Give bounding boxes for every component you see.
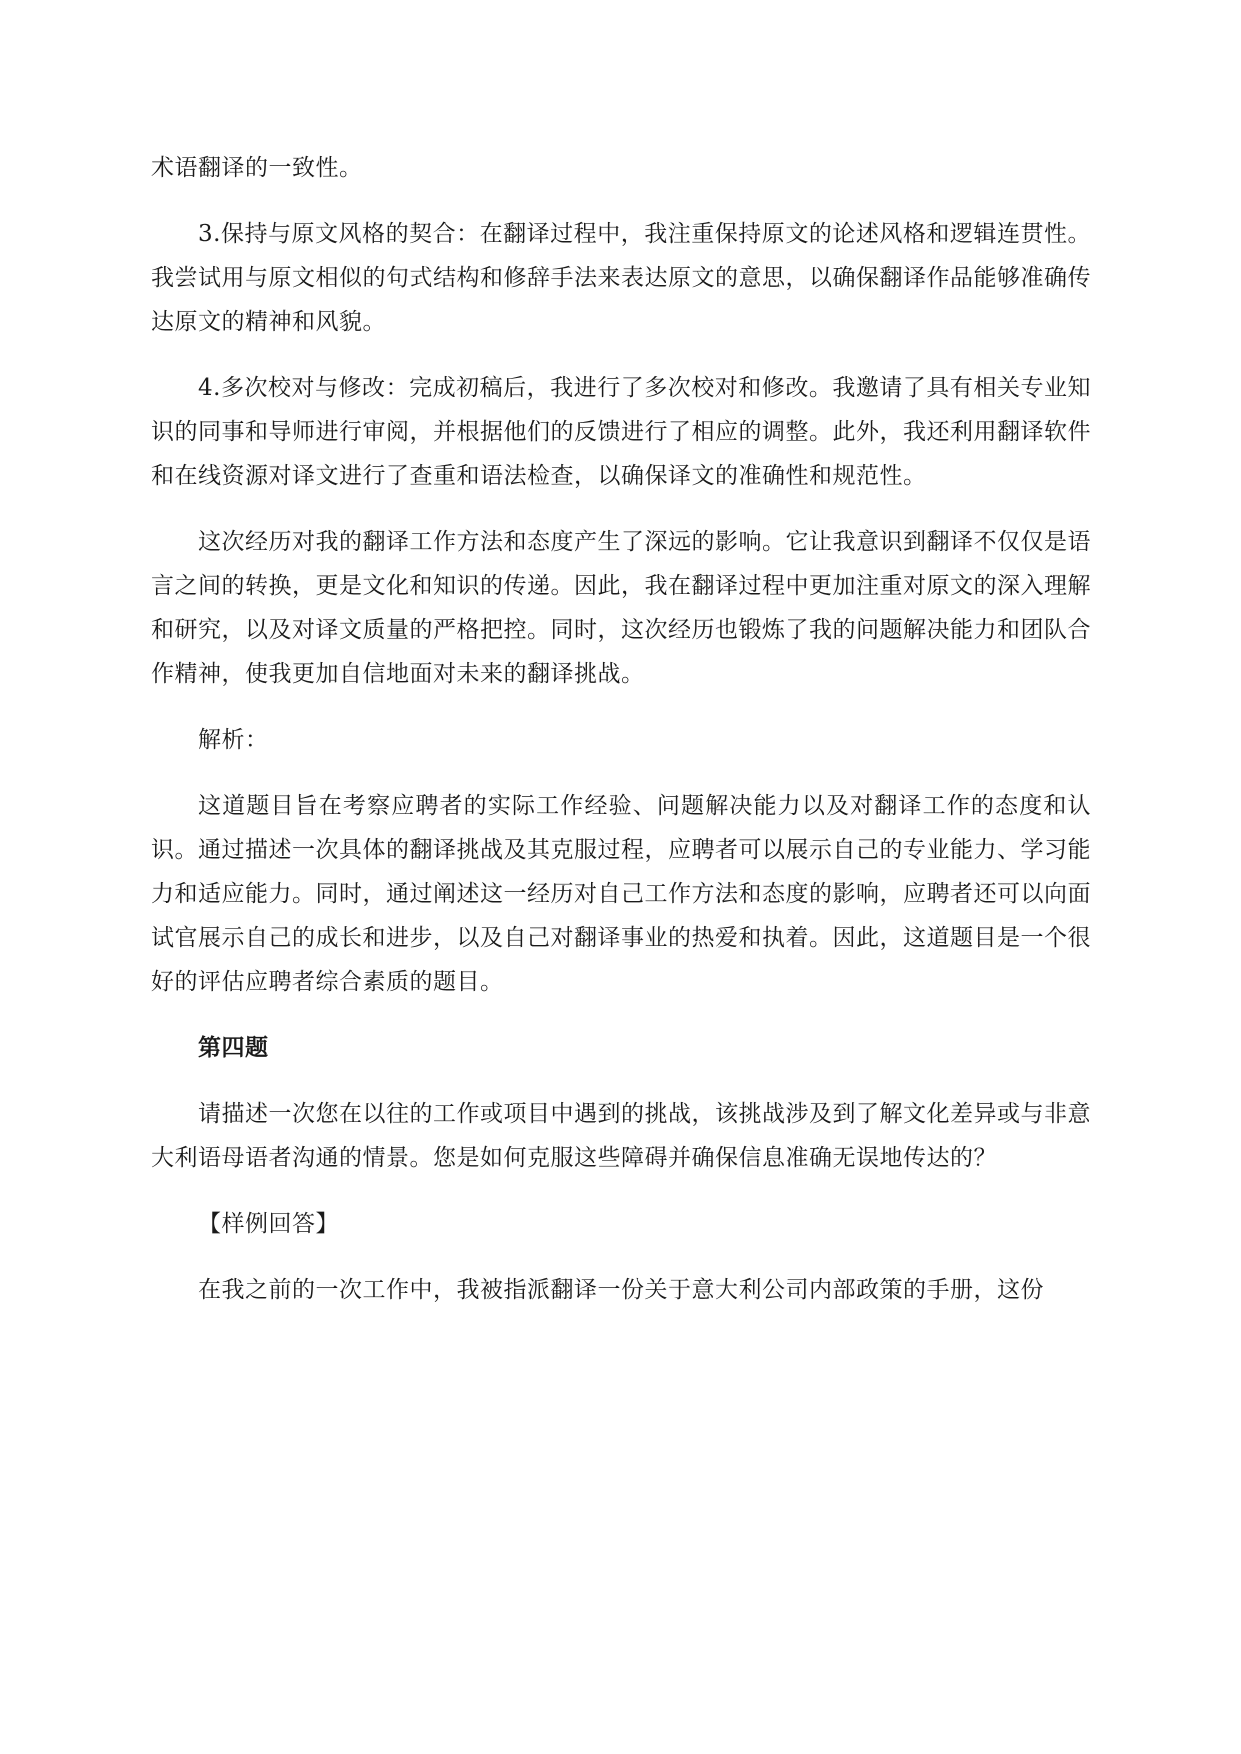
paragraph-point-4: 4.多次校对与修改：完成初稿后，我进行了多次校对和修改。我邀请了具有相关专业知识的同事和导师进行审阅，并根据他们的反馈进行了相应的调整。此外，我还利用翻译软件和在线资源对译文进行了查重和语法检查，以确保译文的准确性和规范性。 (151, 375, 1091, 489)
paragraph-continuation: 术语翻译的一致性。 (151, 155, 363, 181)
paragraph-question: 请描述一次您在以往的工作或项目中遇到的挑战，该挑战涉及到了解文化差异或与非意大利语母语者沟通的情景。您是如何克服这些障碍并确保信息准确无误地传达的？ (151, 1101, 1091, 1171)
question-heading: 第四题 (198, 1034, 269, 1061)
document-body (151, 146, 1091, 1334)
paragraph-analysis: 这道题目旨在考察应聘者的实际工作经验、问题解决能力以及对翻译工作的态度和认识。通过描述一次具体的翻译挑战及其克服过程，应聘者可以展示自己的专业能力、学习能力和适应能力。同时，通过阐述这一经历对自己工作方法和态度的影响，应聘者还可以向面试官展示自己的成长和进步，以及自己对翻译事业的热爱和执着。因此，这道题目是一个很好的评估应聘者综合素质的题目。 (151, 793, 1091, 995)
paragraph-sample-answer: 在我之前的一次工作中，我被指派翻译一份关于意大利公司内部政策的手册，这份 (198, 1277, 1044, 1303)
paragraph-point-3: 3.保持与原文风格的契合：在翻译过程中，我注重保持原文的论述风格和逻辑连贯性。我尝试用与原文相似的句式结构和修辞手法来表达原文的意思，以确保翻译作品能够准确传达原文的精神和风貌。 (151, 221, 1091, 335)
sample-answer-label: 【样例回答】 (198, 1211, 339, 1237)
paragraph-experience-impact: 这次经历对我的翻译工作方法和态度产生了深远的影响。它让我意识到翻译不仅仅是语言之间的转换，更是文化和知识的传递。因此，我在翻译过程中更加注重对原文的深入理解和研究，以及对译文质量的严格把控。同时，这次经历也锻炼了我的问题解决能力和团队合作精神，使我更加自信地面对未来的翻译挑战。 (151, 529, 1091, 687)
analysis-label: 解析： (198, 727, 269, 753)
